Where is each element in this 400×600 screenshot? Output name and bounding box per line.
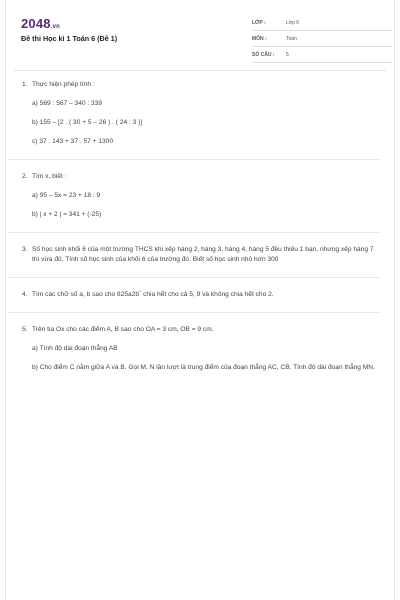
- meta-label: LỚP :: [252, 20, 266, 26]
- question-list: [14, 80, 380, 373]
- question-sub-item: b) Cho điểm C nằm giữa A và B. Gọi M, N lần lượt là trung điểm của đoạn thẳng AC, CB. Tính độ dài đoạn thẳng MN.: [32, 364, 375, 371]
- exam-header: [14, 14, 386, 64]
- meta-label: MÔN :: [252, 36, 267, 42]
- question-1: [14, 80, 380, 147]
- meta-row-subject: [252, 32, 392, 47]
- question-text: Thực hiện phép tính :: [32, 81, 95, 88]
- question-number: 4.: [22, 291, 28, 298]
- question-separator: [8, 159, 380, 160]
- site-logo[interactable]: [21, 16, 60, 31]
- meta-value: 5: [286, 52, 289, 58]
- question-sub-item: a) Tính độ dài đoạn thẳng AB: [32, 345, 118, 352]
- meta-value: Lớp 6: [286, 20, 300, 26]
- meta-label: SỐ CÂU :: [252, 52, 275, 58]
- meta-row-question-count: [252, 48, 392, 63]
- question-sub-item: a) 95 – 5x = 23 + 18 : 9: [32, 192, 101, 199]
- question-3: [14, 245, 380, 265]
- question-number: 2.: [22, 173, 28, 180]
- exam-meta: [252, 16, 392, 64]
- logo-suffix-text: .vn: [50, 24, 61, 30]
- question-number: 5.: [22, 326, 28, 333]
- question-text: Trên tia Ox cho các điểm A, B sao cho OA = 3 cm, OB = 9 cm.: [32, 326, 214, 333]
- question-sub-item: b) | x + 2 | = 341 + (-25): [32, 211, 102, 218]
- meta-row-class: [252, 16, 392, 31]
- question-number: 1.: [22, 81, 28, 88]
- question-sub-item: c) 37 . 143 + 37 . 57 + 1300: [32, 138, 114, 145]
- question-number: 3.: [22, 246, 28, 253]
- question-2: [14, 172, 380, 220]
- question-text: Số học sinh khối 6 của một trường THCS khi xếp hàng 2, hàng 3, hàng 4, hàng 5 đều thiếu 1 bạn, nhưng xếp hàng 7 thì vừa đủ. Tính số học sinh của khối 6 của trường đó. Biết số học sinh nhỏ hơn 300: [32, 246, 374, 263]
- question-5: [14, 325, 380, 373]
- meta-value: Toán: [286, 36, 297, 42]
- question-sub-item: b) 155 – [2 . ( 30 + 5 – 26 ) . ( 24 : 3 )]: [32, 119, 143, 126]
- question-sub-item: a) 569 : 567 – 340 : 339: [32, 100, 103, 107]
- exam-title: Đề thi Học kì 1 Toán 6 (Đề 1): [21, 34, 118, 43]
- question-separator: [8, 232, 380, 233]
- question-separator: [8, 312, 380, 313]
- header-divider: [14, 70, 386, 71]
- question-text: Tìm x, biết :: [32, 173, 67, 180]
- logo-main-text: 2048: [21, 16, 51, 31]
- question-4: [14, 290, 380, 300]
- question-text: Tìm các chữ số a, b sao cho 825a2b‾ chia hết cho cả 5, 9 và không chia hết cho 2.: [32, 291, 274, 298]
- question-separator: [8, 277, 380, 278]
